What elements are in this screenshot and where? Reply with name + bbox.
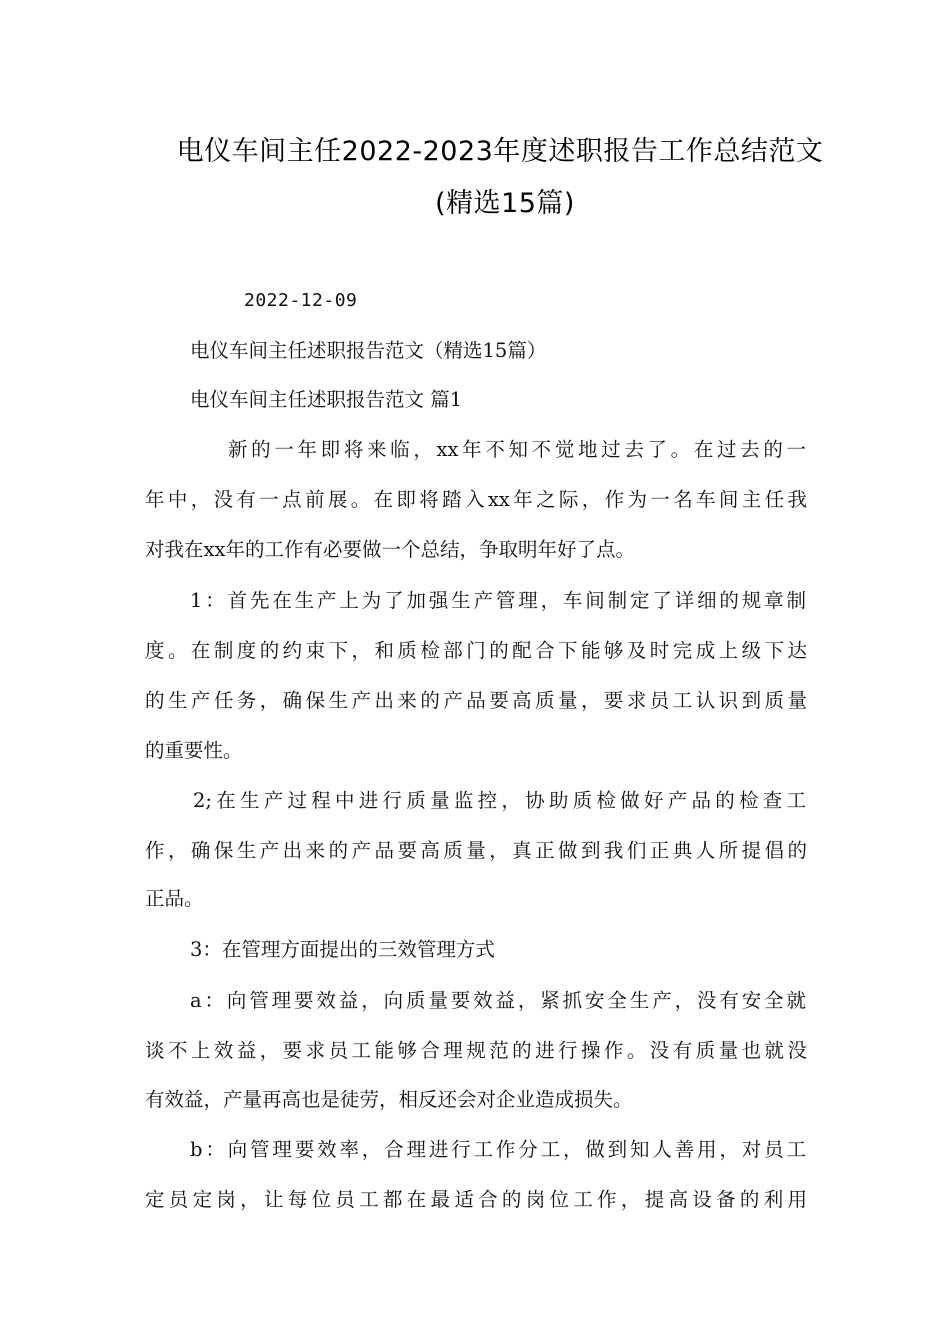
paragraph-line: 正品。 xyxy=(145,887,204,910)
document-title-line-2: (精选15篇) xyxy=(435,188,575,219)
paragraph-line: 的生产任务，确保生产出来的产品要高质量，要求员工认识到质量 xyxy=(145,689,807,712)
paragraph-line: 度。在制度的约束下，和质检部门的配合下能够及时完成上级下达 xyxy=(145,639,807,662)
paragraph-line: 3：在管理方面提出的三效管理方式 xyxy=(190,938,495,961)
paragraph-line: 1：首先在生产上为了加强生产管理，车间制定了详细的规章制 xyxy=(190,589,806,612)
paragraph-line: 对我在xx年的工作有必要做一个总结，争取明年好了点。 xyxy=(145,538,635,561)
paragraph-line: 定员定岗，让每位员工都在最适合的岗位工作，提高设备的利用 xyxy=(145,1188,807,1211)
document-title-line-1: 电仪车间主任2022-2023年度述职报告工作总结范文 xyxy=(176,136,824,167)
section-heading: 电仪车间主任述职报告范文 篇1 xyxy=(190,388,463,411)
paragraph-line: a：向管理要效益，向质量要效益，紧抓安全生产，没有安全就 xyxy=(190,989,806,1012)
paragraph-line: b：向管理要效率，合理进行工作分工，做到知人善用，对员工 xyxy=(190,1138,806,1161)
paragraph-line: 年中，没有一点前展。在即将踏入xx年之际，作为一名车间主任我 xyxy=(145,488,807,511)
paragraph-line: 谈不上效益，要求员工能够合理规范的进行操作。没有质量也就没 xyxy=(145,1039,807,1062)
paragraph-line: 的重要性。 xyxy=(145,739,243,762)
paragraph-line: 新的一年即将来临，xx年不知不觉地过去了。在过去的一 xyxy=(228,438,806,461)
document-date: 2022-12-09 xyxy=(244,290,358,311)
paragraph-line: 作，确保生产出来的产品要高质量，真正做到我们正典人所提倡的 xyxy=(145,839,807,862)
document-subtitle: 电仪车间主任述职报告范文（精选15篇） xyxy=(190,339,547,362)
paragraph-line: 有效益，产量再高也是徒劳，相反还会对企业造成损失。 xyxy=(145,1088,633,1111)
paragraph-line: 2;在生产过程中进行质量监控，协助质检做好产品的检查工 xyxy=(193,789,806,812)
